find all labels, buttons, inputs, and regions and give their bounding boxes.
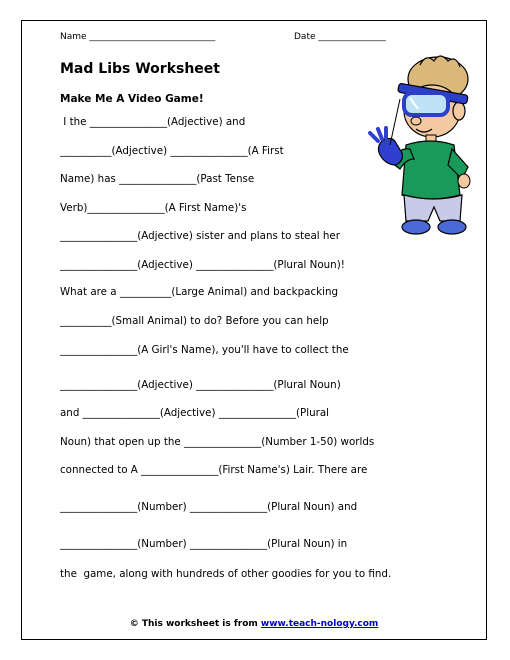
footer-credit (22, 619, 486, 629)
story-line: Name) has _______________(Past Tense (60, 173, 255, 185)
story-line: _______________(Number) _______________(Plural Noun) in (60, 538, 348, 550)
story-line: _______________(A Girl's Name), you'll have to collect the (60, 344, 349, 356)
story-line: the game, along with hundreds of other goodies for you to find. (60, 568, 392, 580)
story-line: __________(Small Animal) to do? Before you can help (60, 315, 329, 327)
story-title: Make Me A Video Game! (60, 93, 204, 105)
story-line: What are a __________(Large Animal) and backpacking (60, 286, 339, 298)
story-line: Noun) that open up the _______________(Number 1-50) worlds (60, 436, 375, 448)
story-line: _______________(Adjective) sister and plans to steal her (60, 230, 340, 242)
story-line: I the _______________(Adjective) and (60, 116, 246, 128)
story-line: connected to A _______________(First Name's) Lair. There are (60, 464, 368, 476)
cartoon-kid-illustration (360, 49, 486, 241)
story-line: _______________(Adjective) _______________(Plural Noun)! (60, 259, 345, 271)
story-line: Verb)_______________(A First Name)'s (60, 202, 247, 214)
footer-prefix: © This worksheet is from (129, 619, 261, 629)
story-line: and _______________(Adjective) _______________(Plural (60, 407, 330, 419)
name-field: Name ____________________________ (60, 32, 216, 42)
story-line: _______________(Adjective) _______________(Plural Noun) (60, 379, 341, 391)
worksheet-title: Mad Libs Worksheet (60, 61, 220, 77)
worksheet-page (21, 20, 487, 640)
story-line: _______________(Number) _______________(Plural Noun) and (60, 501, 358, 513)
footer-link[interactable]: www.teach-nology.com (260, 619, 379, 629)
story-line: __________(Adjective) _______________(A First (60, 145, 284, 157)
date-field: Date _______________ (294, 32, 386, 42)
